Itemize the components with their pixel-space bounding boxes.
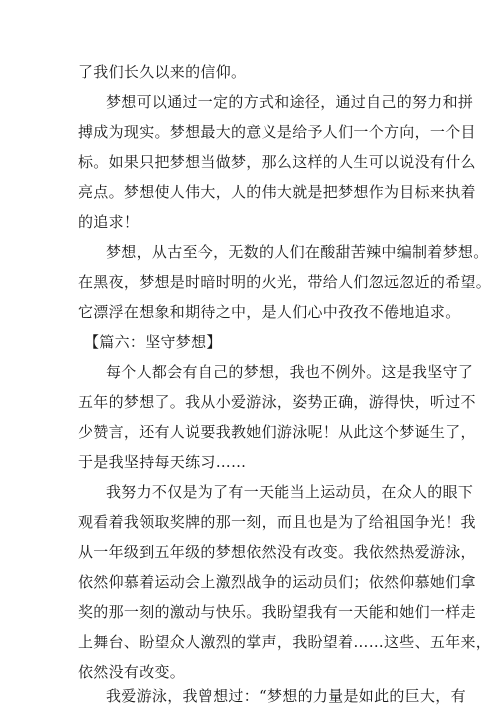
text-line: 标。如果只把梦想当做梦，那么这样的人生可以说没有什么 <box>78 153 476 171</box>
paragraph-start-line: 每个人都会有自己的梦想，我也不例外。这是我坚守了 <box>106 363 474 381</box>
text-line: 观看着我领取奖牌的那一刻，而且也是为了给祖国争光！我 <box>78 513 476 531</box>
text-line: 从一年级到五年级的梦想依然没有改变。我依然热爱游泳， <box>78 543 476 561</box>
text-line: 在黑夜，梦想是时暗时明的火光，带给人们忽远忽近的希望。 <box>78 273 492 291</box>
text-line: 的追求！ <box>78 213 140 231</box>
text-line: 了我们长久以来的信仰。 <box>78 63 247 81</box>
paragraph-start-line: 我爱游泳，我曾想过：“梦想的力量是如此的巨大，有 <box>106 687 466 705</box>
text-line: 它漂浮在想象和期待之中，是人们心中孜孜不倦地追求。 <box>78 303 461 321</box>
paragraph-start-line: 梦想，从古至今，无数的人们在酸甜苦辣中编制着梦想。 <box>106 243 489 261</box>
text-line: 依然没有改变。 <box>78 663 186 681</box>
text-line: 亮点。梦想使人伟大，人的伟大就是把梦想作为目标来执着 <box>78 183 476 201</box>
paragraph-start-line: 我努力不仅是为了有一天能当上运动员，在众人的眼下 <box>106 483 474 501</box>
text-line: 奖的那一刻的激动与快乐。我盼望我有一天能和她们一样走 <box>78 603 476 621</box>
paragraph-start-line: 梦想可以通过一定的方式和途径，通过自己的努力和拼 <box>106 93 474 111</box>
text-line: 五年的梦想了。我从小爱游泳，姿势正确，游得快，听过不 <box>78 393 476 411</box>
text-line: 搏成为现实。梦想最大的意义是给予人们一个方向，一个目 <box>78 123 476 141</box>
text-line: 于是我坚持每天练习…… <box>78 453 247 471</box>
text-line: 依然仰慕着运动会上激烈战争的运动员们；依然仰慕她们拿 <box>78 573 476 591</box>
text-line: 上舞台、盼望众人激烈的掌声，我盼望着……这些、五年来， <box>78 633 492 651</box>
section-heading: 【篇六：坚守梦想】 <box>84 333 222 351</box>
text-line: 少赞言，还有人说要我教她们游泳呢！从此这个梦诞生了， <box>78 423 476 441</box>
